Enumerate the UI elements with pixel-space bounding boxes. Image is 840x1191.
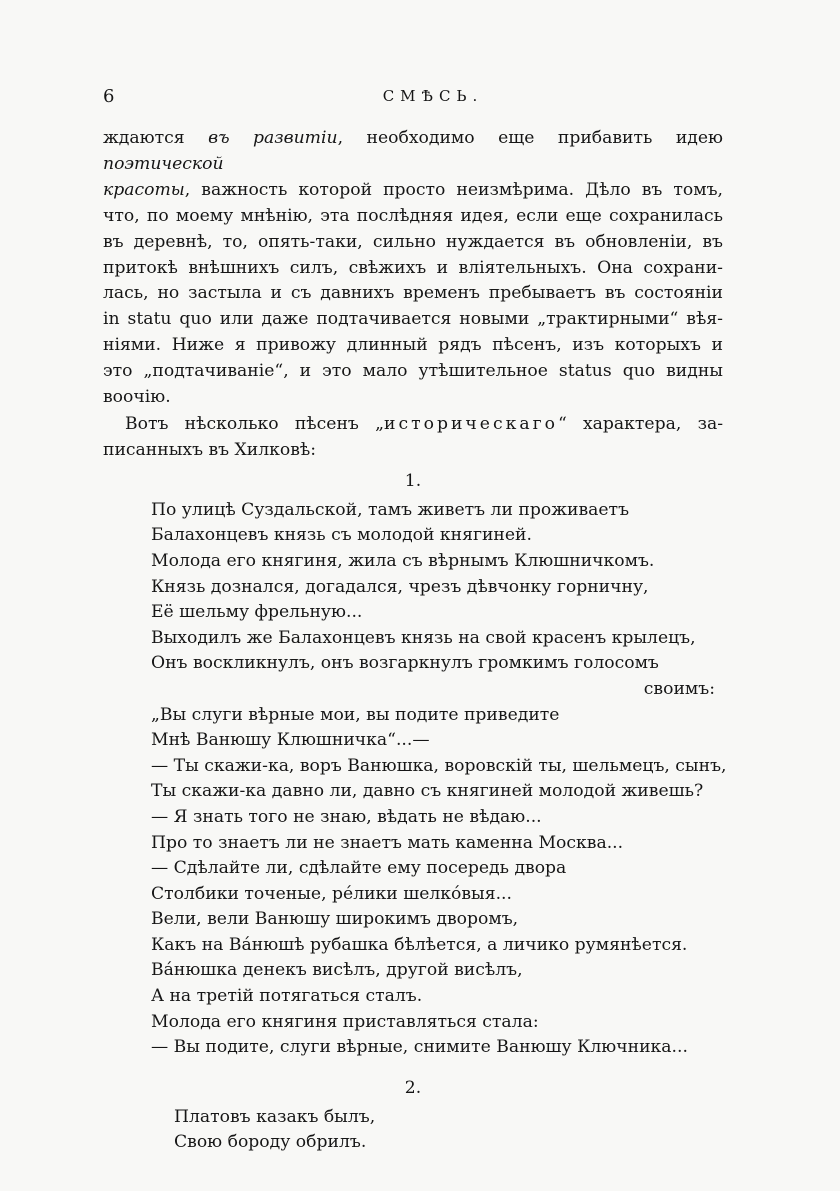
verse-line: Платовъ казакъ былъ,: [174, 1106, 376, 1127]
verse-line: Ты скажи-ка давно ли, давно съ княгиней молодой живешь?: [151, 781, 704, 802]
verse-line: — Я знать того не знаю, вѣдать не вѣдаю...: [151, 806, 542, 827]
verse-line: А на третій потягаться сталъ.: [151, 986, 423, 1007]
verse-line: Молода его княгиня приставляться стала:: [151, 1011, 539, 1032]
verse-line: Мнѣ Ванюшу Клюшничка“...—: [151, 730, 430, 751]
verse-line: Свою бороду обрилъ.: [174, 1132, 367, 1153]
text-line: ніями. Ниже я привожу длинный рядъ пѣсенъ, изъ которыхъ и: [103, 335, 723, 356]
verse-line: „Вы слуги вѣрные мои, вы подите приведите: [151, 704, 560, 725]
verse-line: Балахонцевъ князь съ молодой княгиней.: [151, 525, 532, 546]
text-line: воочію.: [103, 387, 171, 408]
verse-line-continuation: своимъ:: [643, 678, 715, 699]
verse-line: Её шельму фрельную...: [151, 602, 363, 623]
text-line: что, по моему мнѣнію, эта послѣдняя идея, если еще сохранилась: [103, 205, 723, 226]
song-2: [103, 1105, 723, 1156]
verse-line: — Ты скажи-ка, воръ Ванюшка, воровскій ты, шельмецъ, сынъ,: [151, 755, 727, 776]
paragraph-2: [103, 412, 723, 464]
page-header: [103, 86, 723, 114]
song-number-1: 1.: [404, 470, 422, 491]
text-line: Вотъ нѣсколько пѣсенъ „историческаго“ характера, за-: [125, 413, 723, 434]
text-line: ждаются въ развитіи, необходимо еще прибавить идею поэтической: [103, 128, 724, 174]
verse-line: Столбики точеные, рéлики шелкóвыя...: [151, 883, 512, 904]
song-1: [103, 498, 727, 1061]
verse-line: — Вы подите, слуги вѣрные, снимите Ванюшу Ключника...: [151, 1037, 688, 1058]
paragraph-1: [103, 126, 723, 411]
running-title: СМѢСЬ.: [382, 87, 484, 105]
text-line: in statu quo или даже подтачивается новыми „трактирными“ вѣя-: [103, 309, 723, 330]
verse-line: Какъ на Вáнюшѣ рубашка бѣлѣется, а личико румянѣется.: [151, 934, 688, 955]
text-line: писанныхъ въ Хилковѣ:: [103, 439, 317, 460]
verse-line: Вели, вели Ванюшу широкимъ дворомъ,: [151, 909, 519, 930]
verse-line: Выходилъ же Балахонцевъ князь на свой красенъ крылецъ,: [151, 627, 696, 648]
verse-line: — Сдѣлайте ли, сдѣлайте ему посередь двора: [151, 858, 567, 879]
page-number: 6: [103, 86, 115, 107]
page-body: [103, 126, 727, 1156]
verse-line: Онъ воскликнулъ, онъ возгаркнулъ громкимъ голосомъ: [151, 653, 659, 674]
verse-line: Про то знаетъ ли не знаетъ мать каменна Москва...: [151, 832, 624, 853]
text-line: это „подтачиваніе“, и это мало утѣшительное status quo видны: [103, 361, 723, 382]
song-number-2: 2.: [404, 1077, 422, 1098]
text-line: лась, но застыла и съ давнихъ временъ пребываетъ въ состояніи: [103, 283, 723, 304]
text-line: въ деревнѣ, то, опять-таки, сильно нуждается въ обновленіи, въ: [103, 231, 723, 252]
verse-line: Вáнюшка денекъ висѣлъ, другой висѣлъ,: [151, 960, 523, 981]
verse-line: Князь дознался, догадался, чрезъ дѣвчонку горничну,: [151, 576, 649, 597]
text-line: притокѣ внѣшнихъ силъ, свѣжихъ и вліятельныхъ. Она сохрани-: [103, 257, 723, 278]
verse-line: Молода его княгиня, жила съ вѣрнымъ Клюшничкомъ.: [151, 550, 655, 571]
verse-line: По улицѣ Суздальской, тамъ живетъ ли проживаетъ: [151, 499, 630, 520]
text-line: красоты, важность которой просто неизмѣрима. Дѣло въ томъ,: [103, 179, 723, 200]
